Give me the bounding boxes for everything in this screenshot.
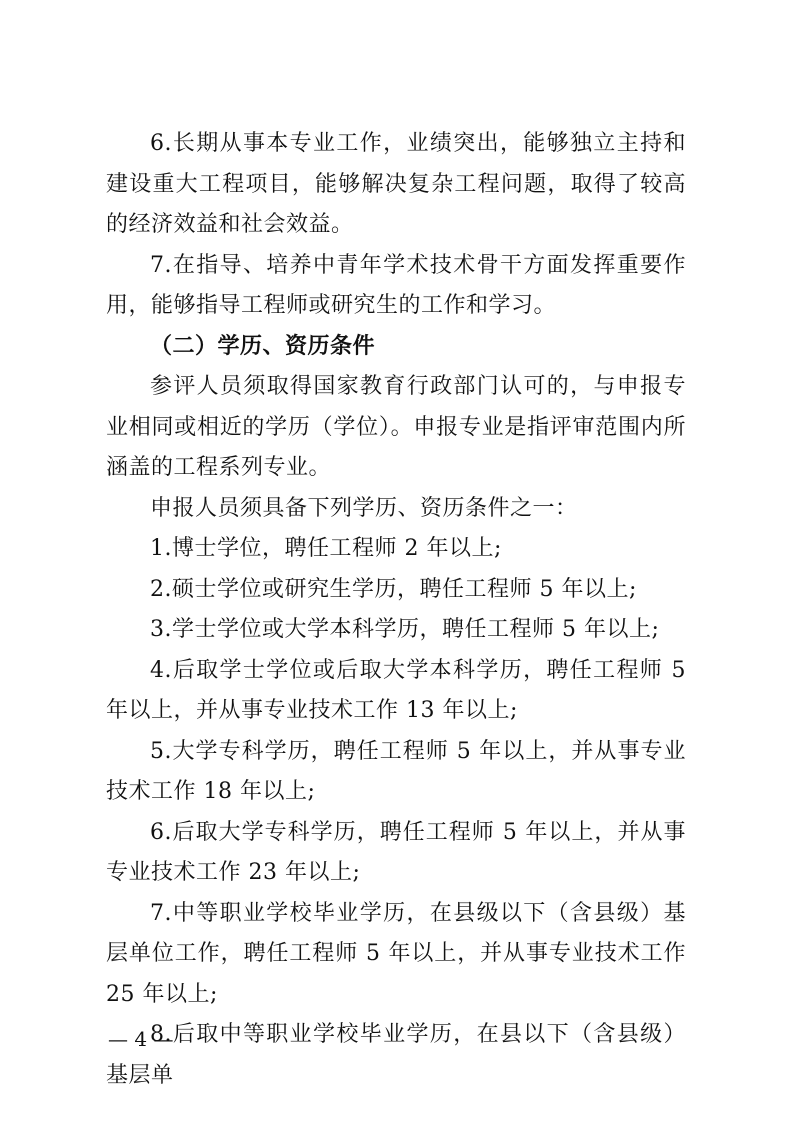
conditions-intro: 申报人员须具备下列学历、资历条件之一： <box>150 495 578 521</box>
condition-4-later-bachelors: 4.后取学士学位或后取大学本科学历，聘任工程师 5 年以上，并从事专业技术工作 13 年以上; <box>106 657 686 723</box>
condition-2-masters: 2.硕士学位或研究生学历，聘任工程师 5 年以上; <box>150 576 637 602</box>
item-6-long-term-work: 6.长期从事本专业工作，业绩突出，能够独立主持和建设重大工程项目，能够解决复杂工程问题，取得了较高的经济效益和社会效益。 <box>106 131 686 237</box>
condition-6-later-college: 6.后取大学专科学历，聘任工程师 5 年以上，并从事专业技术工作 23 年以上; <box>106 819 686 885</box>
condition-1-doctorate: 1.博士学位，聘任工程师 2 年以上; <box>150 536 502 561</box>
condition-7-vocational: 7.中等职业学校毕业学历，在县级以下（含县级）基层单位工作，聘任工程师 5 年以上，并从事专业技术工作 25 年以上; <box>106 900 686 1007</box>
education-requirement-paragraph: 参评人员须取得国家教育行政部门认可的，与申报专业相同或相近的学历（学位）。申报专业是指评审范围内所涵盖的工程系列专业。 <box>106 374 686 480</box>
document-body <box>106 124 686 1096</box>
condition-5-college: 5.大学专科学历，聘任工程师 5 年以上，并从事专业技术工作 18 年以上; <box>106 738 686 804</box>
condition-3-bachelors: 3.学士学位或大学本科学历，聘任工程师 5 年以上; <box>150 617 660 642</box>
section-heading-education: （二）学历、资历条件 <box>150 333 376 359</box>
page-number: — 4 — <box>108 1027 174 1051</box>
item-7-mentoring: 7.在指导、培养中青年学术技术骨干方面发挥重要作用，能够指导工程师或研究生的工作和学习。 <box>106 252 686 318</box>
condition-8-later-vocational: 8.后取中等职业学校毕业学历，在县以下（含县级）基层单 <box>106 1022 686 1088</box>
